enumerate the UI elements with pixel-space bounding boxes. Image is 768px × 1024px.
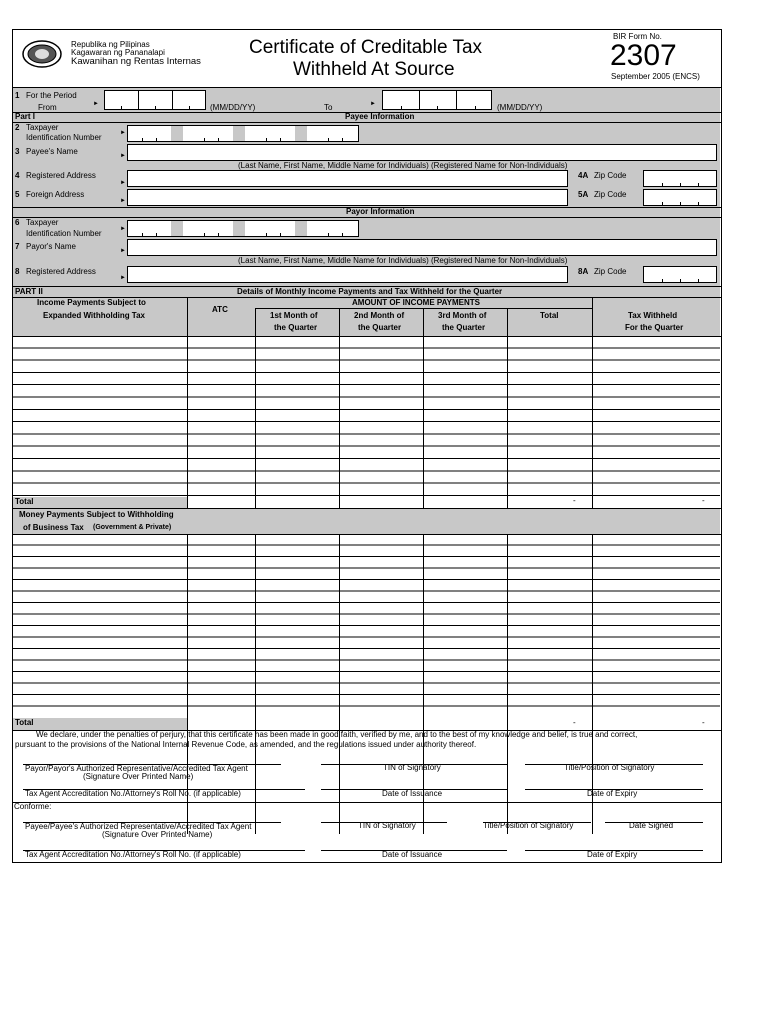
agency-line-1: Republika ng Pilipinas: [71, 40, 150, 49]
foreign-address-label: Foreign Address: [26, 190, 85, 199]
agency-line-3: Kawanihan ng Rentas Internas: [71, 56, 201, 67]
payee-title-position-label: Title/Position of Signatory: [483, 821, 574, 830]
col-month2-header-2: the Quarter: [358, 323, 402, 332]
period-from-field[interactable]: [104, 90, 206, 110]
arrow-icon: ►: [120, 153, 126, 159]
payor-date-issuance-label: Date of Issuance: [382, 789, 443, 798]
payee-zip-field[interactable]: [643, 170, 717, 187]
declaration-text-2: pursuant to the provisions of the National Internal Revenue Code, as amended, and the regulations issued under authority thereof.: [15, 740, 477, 749]
payee-date-expiry-label: Date of Expiry: [587, 850, 638, 859]
arrow-icon: ►: [120, 226, 126, 232]
part2-label: PART II: [15, 287, 43, 296]
period-label: For the Period: [26, 91, 77, 100]
payor-name-field[interactable]: [127, 239, 717, 256]
arrow-icon: ►: [93, 101, 99, 107]
col-tax-header: Tax Withheld: [628, 311, 678, 320]
col-month1-header: 1st Month of: [270, 311, 318, 320]
period-from-label: From: [38, 103, 57, 112]
period-to-field[interactable]: [382, 90, 492, 110]
from-date-hint: (MM/DD/YY): [210, 103, 256, 112]
form-version: September 2005 (ENCS): [611, 72, 700, 81]
part1-label: Part I: [15, 112, 36, 121]
payor-section-title: Payor Information: [346, 207, 415, 216]
col-month1-header-2: the Quarter: [274, 323, 318, 332]
money-payments-label-3: (Government & Private): [93, 524, 172, 531]
money-payments-label: Money Payments Subject to Withholding: [19, 510, 174, 519]
money-payments-table[interactable]: [13, 534, 720, 717]
form-number: 2307: [610, 39, 677, 72]
part2-title: Details of Monthly Income Payments and Tax Withheld for the Quarter: [237, 287, 503, 296]
to-date-hint: (MM/DD/YY): [497, 103, 543, 112]
arrow-icon: ►: [120, 180, 126, 186]
foreign-zip-field[interactable]: [643, 189, 717, 206]
payor-date-expiry-label: Date of Expiry: [587, 789, 638, 798]
payee-section-title: Payee Information: [345, 112, 415, 121]
conforme-label: Conforme:: [14, 802, 52, 811]
payee-zip-label: Zip Code: [594, 171, 627, 180]
col-atc-header: ATC: [212, 305, 228, 314]
agency-line-2: Kagawaran ng Pananalapi: [71, 48, 165, 57]
payor-tin-label-2: Identification Number: [26, 229, 102, 238]
payor-name-label: Payor's Name: [26, 242, 76, 251]
form-title-line-2: Withheld At Source: [293, 59, 455, 80]
col-tax-header-2: For the Quarter: [625, 323, 684, 332]
col-total-header: Total: [540, 311, 559, 320]
arrow-icon: ►: [120, 248, 126, 254]
payor-signature-label-2: (Signature Over Printed Name): [83, 772, 194, 781]
amount-header: AMOUNT OF INCOME PAYMENTS: [352, 298, 481, 307]
payor-tin-field[interactable]: [127, 220, 359, 237]
arrow-icon: ►: [120, 130, 126, 136]
payor-zip-label: Zip Code: [594, 267, 627, 276]
bir-seal-logo: [21, 39, 63, 69]
payor-address-field[interactable]: [127, 266, 568, 283]
total-tax-withheld: -: [702, 496, 705, 505]
payee-address-label: Registered Address: [26, 171, 96, 180]
col-income-header: Income Payments Subject to: [37, 298, 146, 307]
payee-date-issuance-label: Date of Issuance: [382, 850, 443, 859]
payee-date-signed-label: Date Signed: [629, 821, 674, 830]
payee-signature-label-2: (Signature Over Printed Name): [102, 830, 213, 839]
bir-form-2307: Republika ng Pilipinas Kagawaran ng Pananalapi Kawanihan ng Rentas Internas Certificate of Creditable Tax Withheld At Source BIR Form No. 2307 September 2005 (ENCS) 1 For the Period From ► (MM/DD/YY) To ► (MM/DD/YY) Part I Payee Information 2 Taxpayer Identification Number ► 3 Payee's Name ► (Last Name, First Name, Middle Name for Individuals) (Registered Name for Non-Individuals) 4 Registered Address ► 4A Zip Code 5 Foreign Address ► 5A Zip Code Payor Information 6 Taxpayer Identification Number ► 7 Payor's Name ► (Last Name, First Name, Middle Name for Individuals) (Registered Name for Non-Individuals) 8 Registered Address ► 8A Zip Code PART II Details of Monthly Income Payments and Tax Withheld for the Quarter Income Payments Subject to Expanded Withholding Tax ATC AMOUNT OF INCOME PAYMENTS 1st Month of the Quarter 2nd Month of the Quarter 3rd Month of the Quarter Total Tax Withheld For the Quarter Total - - Money Payments Subject to Withholding of Business Tax (Government & Private) Total - - We declare, under the penalties of perjury, that this certificate has been made in good faith, verified by me, and to the best of my knowledge and belief, is true and correct, pursuant to the provisions of the National Internal Revenue Code, as amended, and the regulations issued under authority thereof. Payor/Payor's Authorized Representative/Accredited Tax Agent (Signature Over Printed Name) TIN of Signatory Title/Position of Signatory Tax Agent Accreditation No./Attorney's Roll No. (if applicable) Date of Issuance Date of Expiry Conforme: Payee/Payee's Authorized Representative/Accredited Tax Agent (Signature Over Printed Name) TIN of Signatory Title/Position of Signatory Date Signed Tax Agent Accreditation No./Attorney's Roll No. (if applicable) Date of Issuance Date of Expiry: [12, 29, 722, 863]
payee-name-label: Payee's Name: [26, 147, 78, 156]
payee-tin-label: Taxpayer: [26, 123, 59, 132]
total2-tax-withheld: -: [702, 718, 705, 727]
payor-tin-label: Taxpayer: [26, 218, 59, 227]
form-label: BIR Form No.: [613, 32, 662, 41]
payee-name-hint: (Last Name, First Name, Middle Name for Individuals) (Registered Name for Non-Individuals): [238, 161, 568, 170]
payor-tin-signatory-label: TIN of Signatory: [383, 763, 441, 772]
payor-signature-label: Payor/Payor's Authorized Representative/Accredited Tax Agent: [25, 764, 248, 773]
col-month3-header: 3rd Month of: [438, 311, 487, 320]
payor-zip-field[interactable]: [643, 266, 717, 283]
payor-agent-no-label: Tax Agent Accreditation No./Attorney's Roll No. (if applicable): [25, 789, 241, 798]
foreign-address-field[interactable]: [127, 189, 568, 206]
payee-tin-field[interactable]: [127, 125, 359, 142]
col-month3-header-2: the Quarter: [442, 323, 486, 332]
payee-signature-label: Payee/Payee's Authorized Representative/Accredited Tax Agent: [25, 822, 252, 831]
payee-agent-no-label: Tax Agent Accreditation No./Attorney's Roll No. (if applicable): [25, 850, 241, 859]
arrow-icon: ►: [370, 101, 376, 107]
arrow-icon: ►: [120, 198, 126, 204]
payor-name-hint: (Last Name, First Name, Middle Name for Individuals) (Registered Name for Non-Individuals): [238, 256, 568, 265]
total-amount: -: [573, 496, 576, 505]
payor-address-label: Registered Address: [26, 267, 96, 276]
period-to-label: To: [324, 103, 333, 112]
col-month2-header: 2nd Month of: [354, 311, 405, 320]
declaration-text: We declare, under the penalties of perjury, that this certificate has been made in good faith, verified by me, and to the best of my knowledge and belief, is true and correct,: [36, 730, 638, 739]
form-title-line-1: Certificate of Creditable Tax: [249, 37, 483, 58]
total2-label: Total: [15, 718, 34, 727]
payee-tin-label-2: Identification Number: [26, 133, 102, 142]
total-label: Total: [15, 497, 34, 506]
payee-tin-signatory-label: TIN of Signatory: [358, 821, 416, 830]
payee-address-field[interactable]: [127, 170, 568, 187]
payee-name-field[interactable]: [127, 144, 717, 161]
total2-amount: -: [573, 718, 576, 727]
income-payments-table[interactable]: [13, 336, 720, 496]
foreign-zip-label: Zip Code: [594, 190, 627, 199]
arrow-icon: ►: [120, 275, 126, 281]
money-payments-label-2: of Business Tax: [23, 523, 84, 532]
payor-title-position-label: Title/Position of Signatory: [564, 763, 655, 772]
col-income-header-2: Expanded Withholding Tax: [43, 311, 145, 320]
